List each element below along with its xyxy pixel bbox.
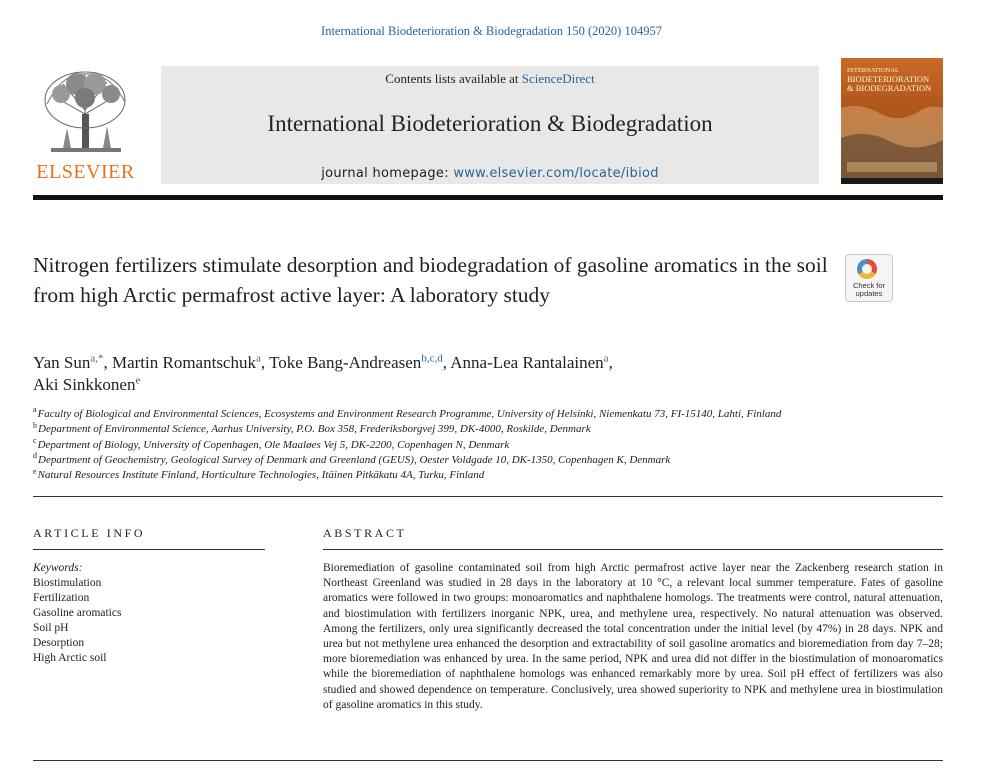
keyword-item: Biostimulation <box>33 577 102 589</box>
author-affiliation-mark[interactable]: a <box>255 352 261 365</box>
check-for-updates-label <box>846 282 892 298</box>
affiliation-item <box>33 422 943 437</box>
homepage-prefix: journal homepage: <box>321 166 454 181</box>
keywords-label: Keywords: <box>33 562 83 574</box>
cover-title-line1: INTERNATIONAL <box>847 67 899 74</box>
author-list <box>33 352 853 396</box>
journal-citation[interactable]: International Biodeterioration & Biodegradation 150 (2020) 104957 <box>321 24 662 38</box>
article-info-heading: ARTICLE INFO <box>33 526 146 540</box>
affiliation-text: Department of Biology, University of Copenhagen, Ole Maaløes Vej 5, DK-2200, Copenhagen N, Denmark <box>37 438 510 451</box>
affiliation-mark: c <box>33 435 37 445</box>
affiliation-mark: b <box>33 420 37 430</box>
check-for-updates-line1: Check for <box>852 281 886 290</box>
cover-title-line2: BIODETERIORATION <box>847 74 930 84</box>
author[interactable] <box>33 375 140 394</box>
section-divider <box>33 496 943 497</box>
article-info-rule <box>33 549 265 550</box>
homepage-line <box>161 166 819 181</box>
keyword-item: Gasoline aromatics <box>33 607 122 619</box>
journal-header-box <box>161 66 819 184</box>
bottom-rule <box>33 760 943 761</box>
affiliation-mark: e <box>33 466 37 476</box>
author-name: Yan Sun <box>33 353 91 372</box>
author-affiliation-mark[interactable]: b,c,d <box>421 352 443 365</box>
journal-title[interactable]: International Biodeterioration & Biodegradation <box>267 111 713 136</box>
cover-title-line3: & BIODEGRADATION <box>847 83 932 93</box>
cover-photo <box>841 58 943 184</box>
keywords-list <box>33 561 263 666</box>
author[interactable] <box>450 353 608 372</box>
contents-line <box>161 71 819 87</box>
author-affiliation-mark[interactable]: a,* <box>90 352 104 365</box>
elsevier-logo[interactable] <box>33 66 138 184</box>
journal-masthead <box>33 66 943 186</box>
author-name: Aki Sinkkonen <box>33 375 136 394</box>
affiliation-mark: d <box>33 451 37 461</box>
affiliation-list <box>33 407 943 483</box>
abstract-heading: ABSTRACT <box>323 526 407 540</box>
author-name: Toke Bang-Andreasen <box>269 353 422 372</box>
abstract-text: Bioremediation of gasoline contaminated soil from high Arctic permafrost active layer near the Zackenberg research station in Northeast Greenland was studied in 28 days in the laboratory at 10 °C, a relevant local summer temperature. Fates of gasoline aromatics were followed in two groups: monoaromatics and naphthalene homologs. The treatments were control, natural attenuation, and biostimulation with fertilizers inorganic NPK, urea, and methylene urea, respectively. No natural attenuation was observed. Among the fertilizers, only urea significantly decreased the total concentration under the initial level (by 47%) in 28 days. NPK and urea but not methylene urea enhanced the desorption and extractability of soil gasoline aromatics and bioremediation from day 7–28; more bioremediation was enhanced by urea. In the same period, NPK and urea did not differ in the biostimulation of monoaromatics while the bioremediation of naphthalene homologs was enhanced remarkably more by urea. Soil pH effect of fertilizers was also studied and showed dependence on temperature. Conclusively, urea showed superiority to NPK and methylene urea in biostimulation of gasoline aromatics in this study. <box>323 562 943 711</box>
affiliation-mark: a <box>33 405 37 415</box>
keyword-item: Desorption <box>33 637 85 649</box>
affiliation-item <box>33 453 943 468</box>
author-name: Anna-Lea Rantalainen <box>450 353 604 372</box>
article-title: Nitrogen fertilizers stimulate desorption and biodegradation of gasoline aromatics in the soil from high Arctic permafrost active layer: A laboratory study <box>33 253 828 307</box>
affiliation-item <box>33 407 943 422</box>
author-name: Martin Romantschuk <box>111 353 256 372</box>
author-separator: , <box>260 353 270 372</box>
author-separator: , <box>442 353 451 372</box>
elsevier-tree-logo <box>33 66 138 158</box>
check-for-updates-line2: updates <box>855 289 883 298</box>
affiliation-text: Department of Environmental Science, Aarhus University, P.O. Box 358, Frederiksborgvej 399, DK-4000, Roskilde, Denmark <box>38 423 591 436</box>
affiliation-item <box>33 435 943 453</box>
homepage-link[interactable]: www.elsevier.com/locate/ibiod <box>453 166 659 181</box>
affiliation-text: Department of Geochemistry, Geological Survey of Denmark and Greenland (GEUS), Oester Voldgade 10, DK-1350, Copenhagen K, Denmark <box>38 453 671 466</box>
author-separator: , <box>103 353 112 372</box>
journal-cover-image[interactable] <box>841 58 943 184</box>
crossmark-icon <box>857 259 877 279</box>
affiliation-text: Faculty of Biological and Environmental Sciences, Ecosystems and Environment Research Programme, University of Helsinki, Niemenkatu 73, FI-15140, Lahti, Finland <box>37 408 782 420</box>
affiliation-item <box>33 468 943 483</box>
keyword-item: Soil pH <box>33 622 69 634</box>
author-separator: , <box>608 353 613 372</box>
cover-bottom-strip <box>841 178 943 184</box>
abstract-rule <box>323 549 943 550</box>
keyword-item: Fertilization <box>33 592 90 604</box>
author-affiliation-mark[interactable]: e <box>135 374 141 387</box>
elsevier-wordmark: ELSEVIER <box>36 161 135 183</box>
keyword-item: High Arctic soil <box>33 652 107 664</box>
author[interactable] <box>112 353 261 372</box>
author[interactable] <box>33 353 103 372</box>
contents-prefix: Contents lists available at <box>385 71 522 86</box>
author-affiliation-mark[interactable]: a <box>603 352 609 365</box>
affiliation-text: Natural Resources Institute Finland, Horticulture Technologies, Itäinen Pitkäkatu 4A, Turku, Finland <box>37 469 485 482</box>
sciencedirect-link[interactable]: ScienceDirect <box>521 71 595 86</box>
check-for-updates-button[interactable] <box>845 254 893 302</box>
author[interactable] <box>269 353 443 372</box>
masthead-rule <box>33 195 943 200</box>
